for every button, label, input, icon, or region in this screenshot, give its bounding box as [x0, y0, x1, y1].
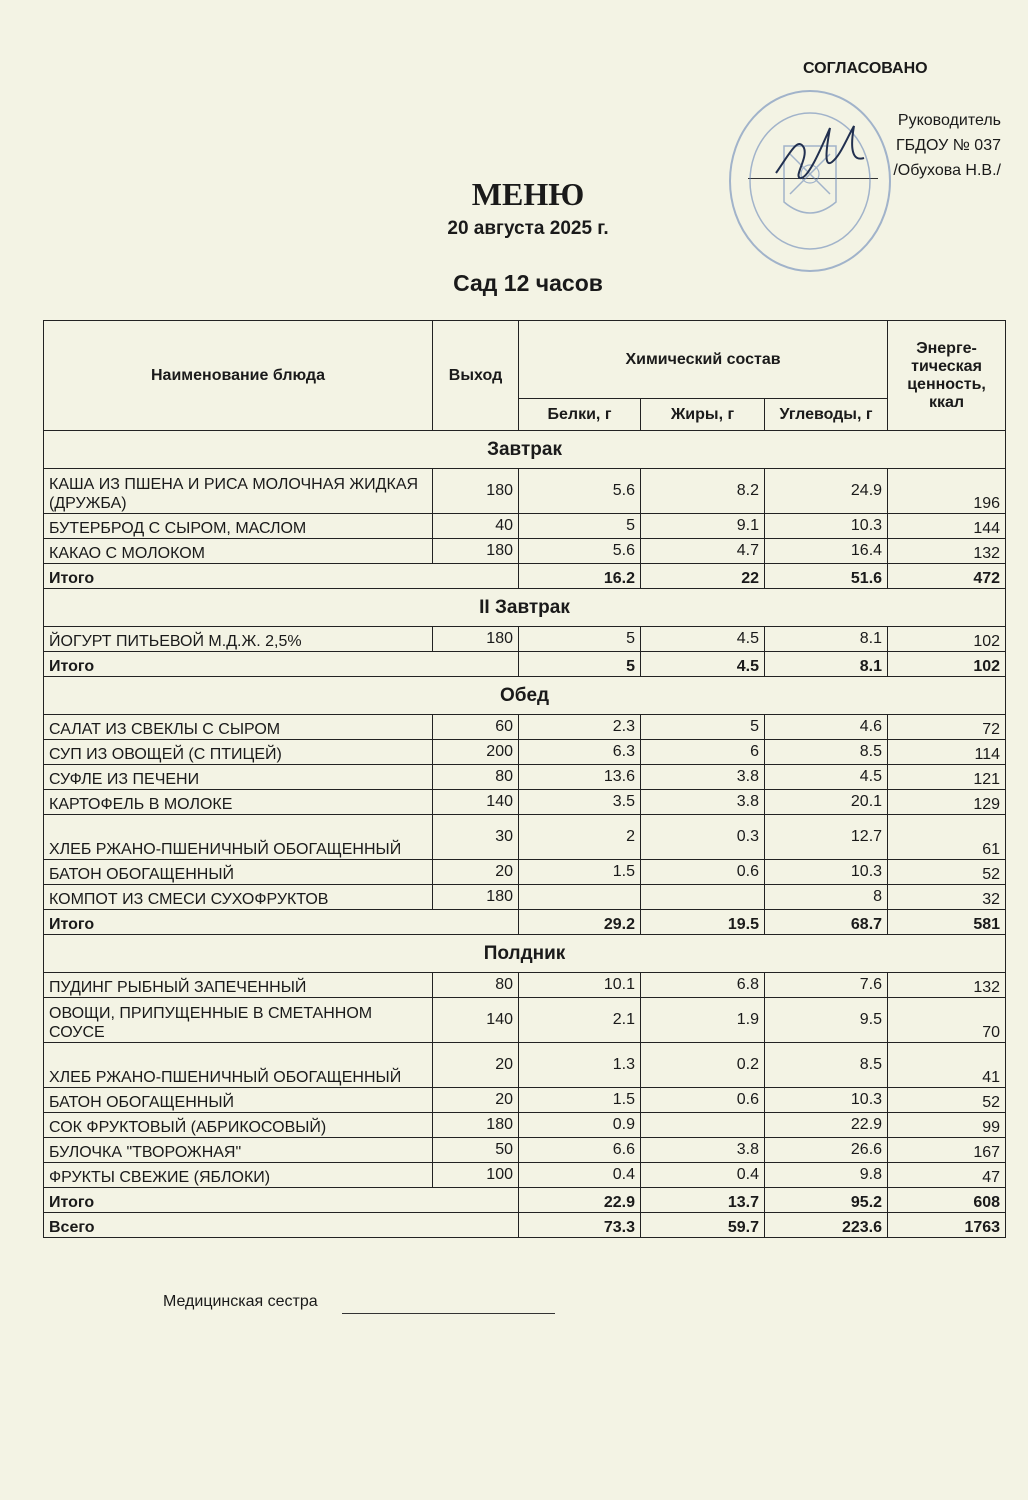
dish-carbs: 9.5: [765, 998, 888, 1043]
dish-carbs: 10.3: [765, 860, 888, 885]
dish-kcal: 121: [888, 765, 1006, 790]
menu-date: 20 августа 2025 г.: [447, 218, 609, 239]
header-chemical-composition: Химический состав: [519, 321, 888, 399]
dish-output: 20: [433, 860, 519, 885]
total-protein: 5: [519, 652, 641, 677]
header-output: Выход: [433, 321, 519, 431]
section-total-row: [44, 1188, 1006, 1213]
section-title: Завтрак: [44, 431, 1006, 469]
total-fat: 22: [641, 564, 765, 589]
dish-fat: 0.3: [641, 815, 765, 860]
dish-fat: 4.5: [641, 627, 765, 652]
menu-table: [43, 320, 1006, 1238]
dish-carbs: 20.1: [765, 790, 888, 815]
dish-protein: 10.1: [519, 973, 641, 998]
dish-carbs: 8: [765, 885, 888, 910]
dish-fat: 6: [641, 740, 765, 765]
total-carbs: 8.1: [765, 652, 888, 677]
dish-name: КАКАО С МОЛОКОМ: [44, 539, 433, 564]
dish-protein: 6.6: [519, 1138, 641, 1163]
dish-row: [44, 469, 1006, 514]
grand-total-row: [44, 1213, 1006, 1238]
dish-output: 20: [433, 1043, 519, 1088]
dish-protein: 2: [519, 815, 641, 860]
dish-name: СУП ИЗ ОВОЩЕЙ (С ПТИЦЕЙ): [44, 740, 433, 765]
approver-name: /Обухова Н.В./: [893, 162, 1001, 179]
dish-name: ХЛЕБ РЖАНО-ПШЕНИЧНЫЙ ОБОГАЩЕННЫЙ: [44, 1043, 433, 1088]
section-row: [44, 677, 1006, 715]
dish-name: КАРТОФЕЛЬ В МОЛОКЕ: [44, 790, 433, 815]
dish-row: [44, 973, 1006, 998]
dish-row: [44, 860, 1006, 885]
dish-kcal: 114: [888, 740, 1006, 765]
section-total-row: [44, 652, 1006, 677]
dish-name: КАША ИЗ ПШЕНА И РИСА МОЛОЧНАЯ ЖИДКАЯ (ДРУЖБА): [44, 469, 433, 514]
nurse-signature-line: [342, 1313, 555, 1314]
approver-org: ГБДОУ № 037: [895, 137, 1001, 154]
dish-output: 20: [433, 1088, 519, 1113]
dish-name: ОВОЩИ, ПРИПУЩЕННЫЕ В СМЕТАННОМ СОУСЕ: [44, 998, 433, 1043]
dish-kcal: 132: [888, 973, 1006, 998]
total-label: Итого: [44, 564, 519, 589]
dish-fat: 6.8: [641, 973, 765, 998]
dish-row: [44, 1043, 1006, 1088]
dish-name: ЙОГУРТ ПИТЬЕВОЙ М.Д.Ж. 2,5%: [44, 627, 433, 652]
dish-kcal: 72: [888, 715, 1006, 740]
dish-protein: [519, 885, 641, 910]
dish-protein: 0.4: [519, 1163, 641, 1188]
section-title: Обед: [44, 677, 1006, 715]
dish-protein: 3.5: [519, 790, 641, 815]
header-dish-name: Наименование блюда: [44, 321, 433, 431]
dish-output: 50: [433, 1138, 519, 1163]
total-fat: 19.5: [641, 910, 765, 935]
dish-output: 180: [433, 885, 519, 910]
total-kcal: 608: [888, 1188, 1006, 1213]
dish-protein: 13.6: [519, 765, 641, 790]
approval-heading: СОГЛАСОВАНО: [803, 60, 928, 77]
dish-carbs: 12.7: [765, 815, 888, 860]
dish-kcal: 61: [888, 815, 1006, 860]
dish-output: 200: [433, 740, 519, 765]
dish-kcal: 167: [888, 1138, 1006, 1163]
dish-name: БУЛОЧКА "ТВОРОЖНАЯ": [44, 1138, 433, 1163]
header-fat: Жиры, г: [641, 399, 765, 431]
dish-kcal: 132: [888, 539, 1006, 564]
dish-row: [44, 740, 1006, 765]
dish-protein: 0.9: [519, 1113, 641, 1138]
dish-fat: 1.9: [641, 998, 765, 1043]
dish-row: [44, 514, 1006, 539]
total-protein: 16.2: [519, 564, 641, 589]
dish-fat: 0.2: [641, 1043, 765, 1088]
dish-output: 100: [433, 1163, 519, 1188]
dish-fat: 4.7: [641, 539, 765, 564]
dish-carbs: 8.5: [765, 740, 888, 765]
dish-protein: 5: [519, 627, 641, 652]
dish-kcal: 99: [888, 1113, 1006, 1138]
dish-fat: 3.8: [641, 790, 765, 815]
section-row: [44, 431, 1006, 469]
dish-row: [44, 815, 1006, 860]
header-protein: Белки, г: [519, 399, 641, 431]
dish-carbs: 9.8: [765, 1163, 888, 1188]
dish-row: [44, 715, 1006, 740]
total-fat: 13.7: [641, 1188, 765, 1213]
dish-carbs: 24.9: [765, 469, 888, 514]
dish-row: [44, 1088, 1006, 1113]
total-carbs: 68.7: [765, 910, 888, 935]
section-row: [44, 935, 1006, 973]
dish-row: [44, 998, 1006, 1043]
grand-total-fat: 59.7: [641, 1213, 765, 1238]
dish-carbs: 16.4: [765, 539, 888, 564]
dish-kcal: 70: [888, 998, 1006, 1043]
dish-protein: 2.3: [519, 715, 641, 740]
dish-output: 30: [433, 815, 519, 860]
section-title: II Завтрак: [44, 589, 1006, 627]
dish-kcal: 52: [888, 860, 1006, 885]
dish-carbs: 8.1: [765, 627, 888, 652]
dish-kcal: 41: [888, 1043, 1006, 1088]
header-carbs: Углеводы, г: [765, 399, 888, 431]
total-protein: 29.2: [519, 910, 641, 935]
dish-output: 80: [433, 765, 519, 790]
total-kcal: 102: [888, 652, 1006, 677]
dish-fat: 9.1: [641, 514, 765, 539]
dish-carbs: 10.3: [765, 514, 888, 539]
dish-kcal: 196: [888, 469, 1006, 514]
grand-total-carbs: 223.6: [765, 1213, 888, 1238]
grand-total-kcal: 1763: [888, 1213, 1006, 1238]
dish-protein: 6.3: [519, 740, 641, 765]
section-title: Полдник: [44, 935, 1006, 973]
dish-fat: 5: [641, 715, 765, 740]
dish-protein: 1.5: [519, 1088, 641, 1113]
dish-carbs: 4.6: [765, 715, 888, 740]
dish-output: 180: [433, 539, 519, 564]
group-name: Сад 12 часов: [453, 270, 603, 296]
page-title: МЕНЮ: [471, 176, 585, 212]
dish-output: 140: [433, 998, 519, 1043]
dish-name: САЛАТ ИЗ СВЕКЛЫ С СЫРОМ: [44, 715, 433, 740]
grand-total-protein: 73.3: [519, 1213, 641, 1238]
dish-output: 180: [433, 1113, 519, 1138]
section-row: [44, 589, 1006, 627]
total-carbs: 51.6: [765, 564, 888, 589]
dish-output: 40: [433, 514, 519, 539]
dish-output: 180: [433, 469, 519, 514]
dish-name: СОК ФРУКТОВЫЙ (АБРИКОСОВЫЙ): [44, 1113, 433, 1138]
dish-protein: 2.1: [519, 998, 641, 1043]
dish-name: ФРУКТЫ СВЕЖИЕ (ЯБЛОКИ): [44, 1163, 433, 1188]
approver-position: Руководитель: [897, 112, 1001, 129]
dish-fat: 0.6: [641, 1088, 765, 1113]
dish-name: СУФЛЕ ИЗ ПЕЧЕНИ: [44, 765, 433, 790]
dish-name: ХЛЕБ РЖАНО-ПШЕНИЧНЫЙ ОБОГАЩЕННЫЙ: [44, 815, 433, 860]
dish-row: [44, 627, 1006, 652]
dish-row: [44, 1113, 1006, 1138]
dish-protein: 5.6: [519, 539, 641, 564]
dish-protein: 1.3: [519, 1043, 641, 1088]
dish-name: БАТОН ОБОГАЩЕННЫЙ: [44, 860, 433, 885]
dish-protein: 1.5: [519, 860, 641, 885]
dish-fat: 3.8: [641, 1138, 765, 1163]
total-label: Итого: [44, 910, 519, 935]
total-protein: 22.9: [519, 1188, 641, 1213]
nurse-label: Медицинская сестра: [163, 1293, 318, 1310]
dish-carbs: 7.6: [765, 973, 888, 998]
dish-kcal: 52: [888, 1088, 1006, 1113]
total-kcal: 581: [888, 910, 1006, 935]
dish-fat: [641, 1113, 765, 1138]
dish-fat: 3.8: [641, 765, 765, 790]
grand-total-label: Всего: [44, 1213, 519, 1238]
dish-kcal: 102: [888, 627, 1006, 652]
dish-row: [44, 885, 1006, 910]
dish-output: 140: [433, 790, 519, 815]
dish-protein: 5: [519, 514, 641, 539]
dish-kcal: 47: [888, 1163, 1006, 1188]
dish-kcal: 144: [888, 514, 1006, 539]
dish-fat: 8.2: [641, 469, 765, 514]
dish-fat: [641, 885, 765, 910]
total-label: Итого: [44, 1188, 519, 1213]
header-energy: Энерге-тическая ценность, ккал: [888, 321, 1006, 431]
dish-name: БУТЕРБРОД С СЫРОМ, МАСЛОМ: [44, 514, 433, 539]
dish-fat: 0.6: [641, 860, 765, 885]
total-carbs: 95.2: [765, 1188, 888, 1213]
dish-kcal: 32: [888, 885, 1006, 910]
dish-carbs: 8.5: [765, 1043, 888, 1088]
dish-row: [44, 790, 1006, 815]
dish-carbs: 22.9: [765, 1113, 888, 1138]
dish-carbs: 4.5: [765, 765, 888, 790]
dish-carbs: 10.3: [765, 1088, 888, 1113]
dish-name: ПУДИНГ РЫБНЫЙ ЗАПЕЧЕННЫЙ: [44, 973, 433, 998]
dish-protein: 5.6: [519, 469, 641, 514]
section-total-row: [44, 564, 1006, 589]
dish-output: 80: [433, 973, 519, 998]
dish-carbs: 26.6: [765, 1138, 888, 1163]
dish-row: [44, 539, 1006, 564]
dish-fat: 0.4: [641, 1163, 765, 1188]
total-fat: 4.5: [641, 652, 765, 677]
dish-output: 180: [433, 627, 519, 652]
dish-name: БАТОН ОБОГАЩЕННЫЙ: [44, 1088, 433, 1113]
dish-row: [44, 1163, 1006, 1188]
total-label: Итого: [44, 652, 519, 677]
section-total-row: [44, 910, 1006, 935]
total-kcal: 472: [888, 564, 1006, 589]
dish-kcal: 129: [888, 790, 1006, 815]
dish-row: [44, 765, 1006, 790]
dish-row: [44, 1138, 1006, 1163]
menu-table-body: [44, 431, 1006, 1238]
dish-output: 60: [433, 715, 519, 740]
dish-name: КОМПОТ ИЗ СМЕСИ СУХОФРУКТОВ: [44, 885, 433, 910]
